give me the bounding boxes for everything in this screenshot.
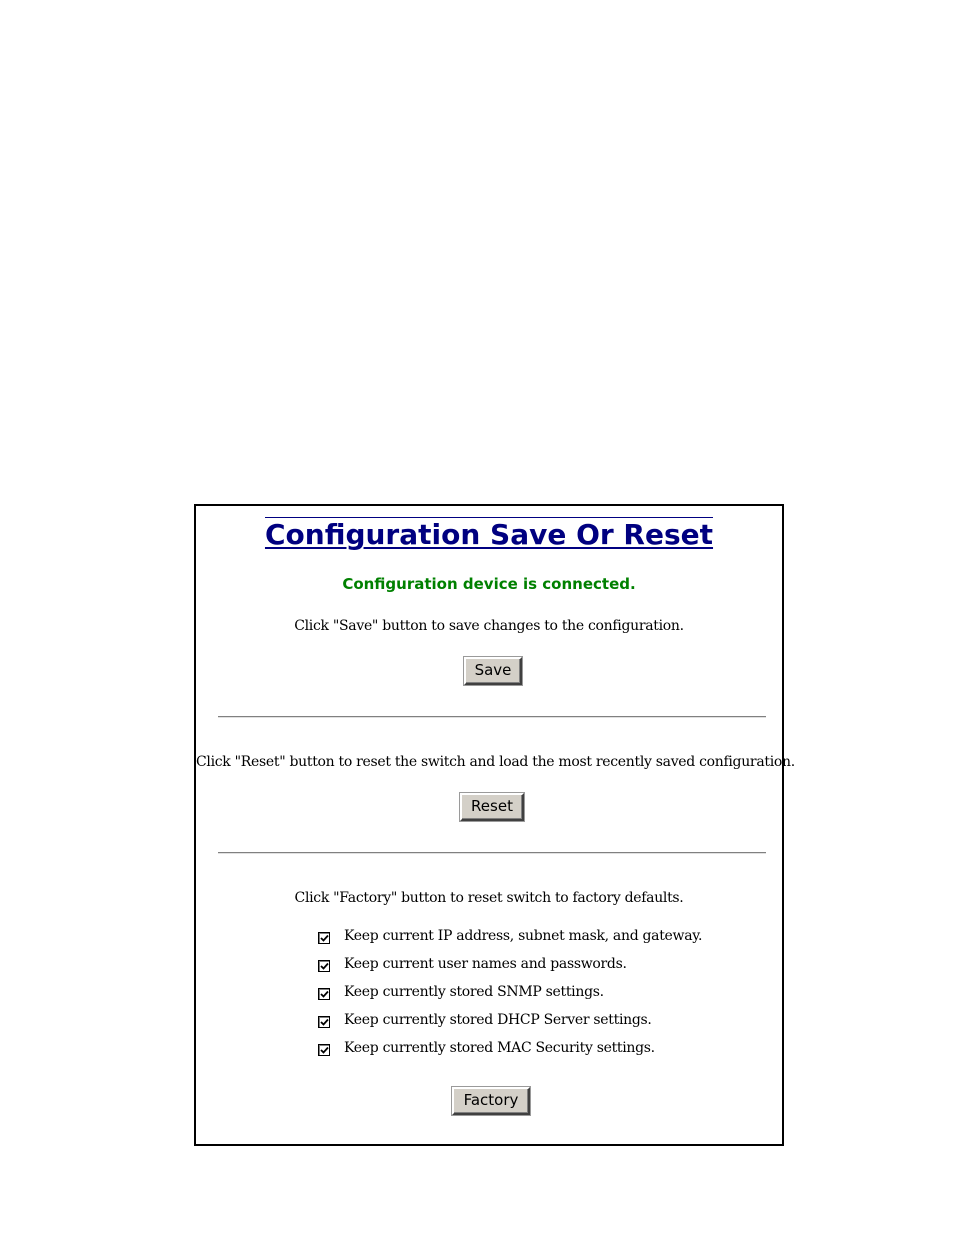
- option-label: Keep current user names and passwords.: [344, 956, 627, 972]
- save-instruction: Click "Save" button to save changes to the configuration.: [294, 618, 684, 634]
- option-label: Keep currently stored MAC Security settings.: [344, 1040, 655, 1056]
- factory-instruction: Click "Factory" button to reset switch to factory defaults.: [294, 890, 684, 906]
- option-keep-users: [318, 955, 627, 973]
- reset-instruction: Click "Reset" button to reset the switch and load the most recently saved configuration.: [196, 754, 795, 770]
- save-button[interactable]: Save: [464, 657, 522, 685]
- checkmark-icon: [320, 990, 329, 999]
- checkmark-icon: [320, 934, 329, 943]
- option-label: Keep currently stored SNMP settings.: [344, 984, 604, 1000]
- checkbox-keep-mac-security[interactable]: [318, 1044, 330, 1056]
- page-title-text: Configuration Save Or Reset: [264, 518, 714, 551]
- option-label: Keep currently stored DHCP Server settings.: [344, 1012, 652, 1028]
- checkbox-keep-users[interactable]: [318, 960, 330, 972]
- checkmark-icon: [320, 1046, 329, 1055]
- checkbox-keep-ip[interactable]: [318, 932, 330, 944]
- option-keep-ip: [318, 927, 702, 945]
- config-panel: [194, 504, 795, 1146]
- option-keep-dhcp: [318, 1011, 652, 1029]
- factory-button[interactable]: Factory: [452, 1087, 530, 1115]
- divider-2: [218, 852, 766, 854]
- option-label: Keep current IP address, subnet mask, and gateway.: [344, 928, 703, 944]
- checkmark-icon: [320, 1018, 329, 1027]
- connection-status: Configuration device is connected.: [342, 575, 636, 593]
- option-keep-snmp: [318, 983, 604, 1001]
- checkbox-keep-snmp[interactable]: [318, 988, 330, 1000]
- page-title: [196, 518, 782, 551]
- option-keep-mac-security: [318, 1039, 655, 1057]
- checkbox-keep-dhcp[interactable]: [318, 1016, 330, 1028]
- divider-1: [218, 716, 766, 718]
- reset-button[interactable]: Reset: [460, 793, 524, 821]
- checkmark-icon: [320, 962, 329, 971]
